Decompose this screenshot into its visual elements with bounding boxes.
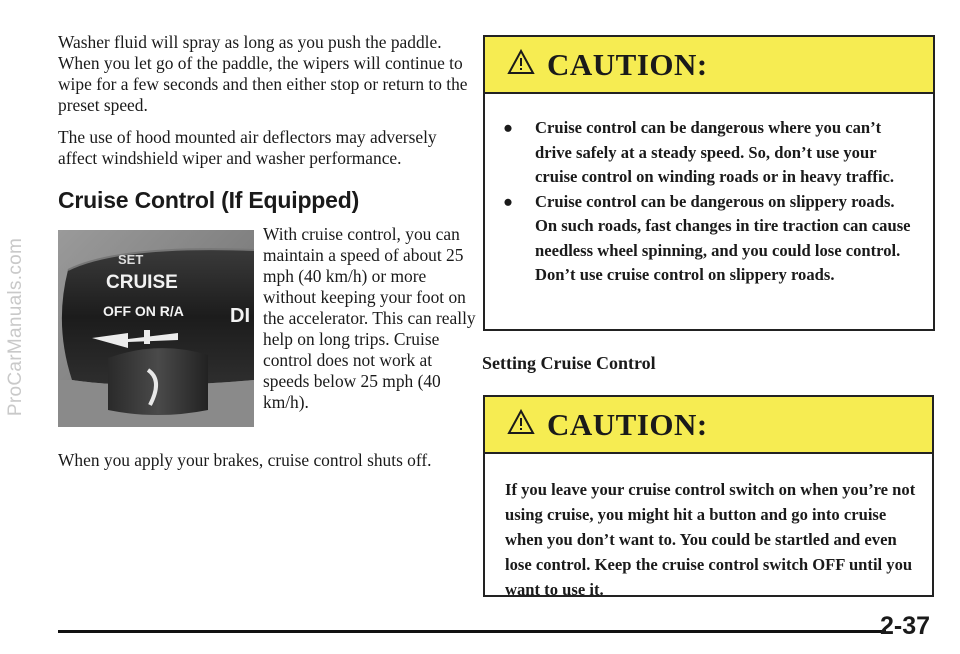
caution-item (503, 190, 917, 288)
caution-title: CAUTION: (547, 406, 708, 442)
caution-body (485, 94, 933, 288)
cruise-figure (58, 224, 476, 436)
warning-triangle-icon (507, 49, 535, 80)
caution-header (485, 37, 933, 94)
lever-partial-label: DI (230, 305, 250, 327)
caution-item-text: Cruise control can be dangerous where you can’t drive safely at a steady speed. So, don’t use your cruise control on winding roads or in heavy traffic. (535, 118, 895, 186)
caution-header (485, 397, 932, 454)
watermark (2, 0, 30, 654)
bullet-dot-icon: ● (503, 191, 514, 211)
watermark-text: ProCarManuals.com (5, 237, 26, 417)
left-column (58, 32, 476, 436)
lever-set-label: SET (118, 252, 144, 267)
section-title: Cruise Control (If Equipped) (58, 187, 360, 213)
caution-list (503, 116, 917, 288)
washer-paragraph: Washer fluid will spray as long as you push the paddle. When you let go of the paddle, the wipers will continue to wipe for a few seconds and then either stop or return to the preset speed. (58, 32, 468, 115)
caution-box-switch (483, 395, 934, 597)
caution-item-text: Cruise control can be dangerous on slippery roads. On such roads, fast changes in tire traction can cause needless wheel spinning, and you could lose control. Don’t use cruise control on slippery roads. (535, 191, 911, 284)
caution-body: If you leave your cruise control switch on when you’re not using cruise, you might hit a button and go into cruise when you don’t want to. You could be startled and even lose control. Keep the cruise control switch OFF until you want to use it. (505, 480, 916, 599)
cruise-description: With cruise control, you can maintain a speed of about 25 mph (40 km/h) or more without keeping your foot on the accelerator. This can really help on long trips. Cruise control does not work at speeds below 25 mph (40 km/h). (263, 224, 476, 412)
cruise-control-lever-photo (58, 230, 254, 427)
bullet-dot-icon: ● (503, 118, 514, 137)
deflector-paragraph: The use of hood mounted air deflectors may adversely affect windshield wiper and washer performance. (58, 127, 437, 168)
lever-cruise-label: CRUISE (106, 272, 178, 293)
caution-title: CAUTION: (547, 46, 708, 82)
page-number: 2-37 (880, 612, 931, 640)
setting-cruise-heading: Setting Cruise Control (482, 353, 656, 373)
caution-box-driving (483, 35, 935, 331)
warning-triangle-icon (507, 409, 535, 440)
caution-item (503, 116, 917, 190)
brakes-shutoff-text: When you apply your brakes, cruise control shuts off. (58, 450, 432, 470)
footer-rule (58, 630, 886, 633)
lever-modes-label: OFF ON R/A (103, 303, 184, 319)
